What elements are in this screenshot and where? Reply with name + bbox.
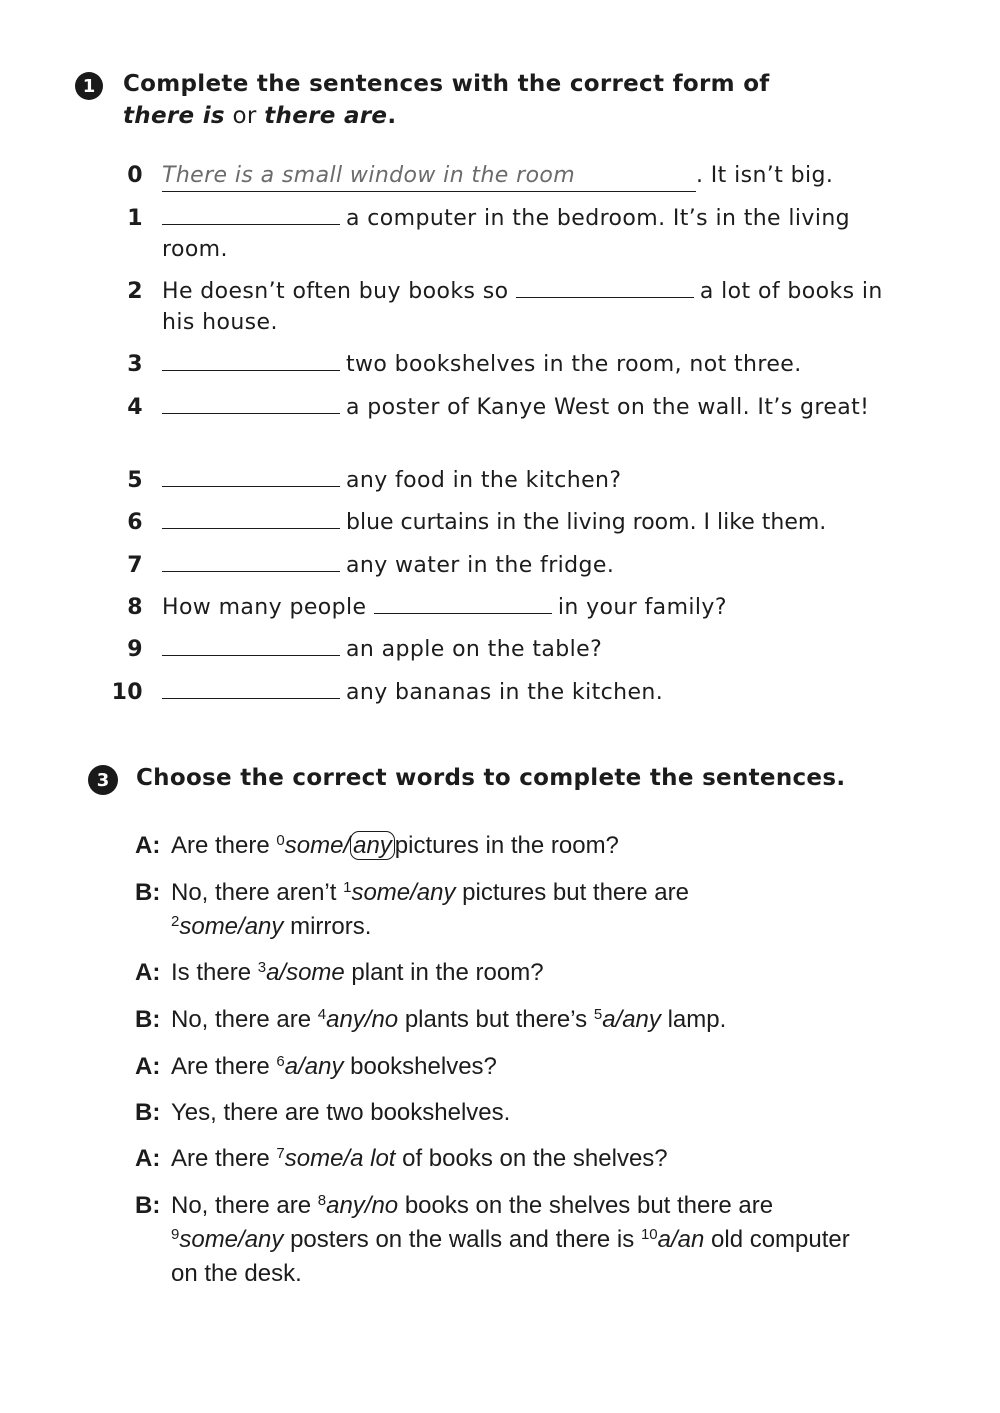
item-number: 0 [127,163,143,188]
gap-number: 3 [257,959,267,976]
item-number: 9 [127,637,143,662]
item-text: an apple on the table? [346,637,603,662]
line-text: No, there are [171,1192,318,1219]
exercise-3-header [88,762,845,795]
answer-blank[interactable] [162,204,340,225]
item-text: any bananas in the kitchen. [346,680,664,705]
circled-answer[interactable]: any [350,831,395,860]
item-text-before: How many people [162,595,374,620]
example-answer: There is a small window in the room [162,160,696,192]
line-text: Are there [171,1145,277,1172]
instruction-there-are: there are [264,103,388,129]
exercise-1-instructions [123,68,770,132]
exercise-1-header [75,68,770,132]
gap-number: 0 [276,832,285,849]
example-rest: . It isn’t big. [696,163,834,188]
exercise-1-number-badge: 1 [75,72,103,100]
list-item [108,465,888,496]
dialogue-line [135,1189,855,1291]
word-choice[interactable]: a/an [657,1226,705,1253]
exercise-3-instructions: Choose the correct words to complete the sentences. [136,765,846,791]
speaker-label: A: [135,1053,161,1080]
line-text: old computer on the desk. [171,1226,850,1287]
gap-number: 7 [276,1145,285,1162]
list-item [108,349,888,380]
word-choice[interactable]: any/no [326,1006,399,1033]
item-number: 6 [127,510,143,535]
word-choice[interactable]: any/no [326,1192,399,1219]
line-text: bookshelves? [343,1053,497,1080]
gap-number: 4 [317,1006,327,1023]
item-text: a lot of books in his house. [162,279,883,335]
item-text: a poster of Kanye West on the wall. It’s great! [346,395,870,420]
line-text: lamp. [660,1006,727,1033]
exercise-3-number-badge: 3 [88,765,118,795]
item-number: 3 [127,352,143,377]
speaker-label: B: [135,879,161,906]
dialogue-line [135,1142,855,1176]
gap-number: 8 [317,1192,327,1209]
dialogue-line [135,829,855,863]
list-item [108,592,888,623]
list-item [108,392,888,423]
item-text: any food in the kitchen? [346,468,622,493]
item-text: blue curtains in the living room. I like them. [346,510,827,535]
line-text: posters on the walls and there is [283,1226,641,1253]
word-choice[interactable]: some/any [351,879,456,906]
speaker-label: B: [135,1099,161,1126]
gap-number: 2 [171,913,180,930]
answer-blank[interactable] [162,551,340,572]
answer-blank[interactable] [516,277,694,298]
instruction-there-is: there is [123,103,225,129]
gap-number: 9 [171,1226,180,1243]
line-text: books on the shelves but there are [398,1192,780,1219]
word-choice[interactable]: a/some [266,959,345,986]
speaker-label: B: [135,1192,161,1219]
gap-number: 10 [640,1226,658,1243]
list-item [108,203,888,265]
word-choice[interactable]: some/any [179,1226,284,1253]
item-number: 2 [127,279,143,304]
word-choice[interactable]: a/any [602,1006,661,1033]
gap-number: 5 [593,1006,603,1023]
line-text: pictures in the room? [394,832,619,859]
item-text: a computer in the bedroom. It’s in the living room. [162,206,851,262]
gap-number: 1 [343,879,352,896]
answer-blank[interactable] [162,466,340,487]
instruction-text: Complete the sentences with the correct form of [123,71,770,97]
list-item [108,677,888,708]
item-text-before: He doesn’t often buy books so [162,279,516,304]
line-text: plants but there’s [398,1006,594,1033]
answer-blank[interactable] [162,635,340,656]
line-text: of books on the shelves? [395,1145,668,1172]
item-number: 8 [127,595,143,620]
instruction-period: . [387,103,397,129]
answer-blank[interactable] [162,508,340,529]
item-text: in your family? [557,595,727,620]
line-text: Are there [171,832,277,859]
example-item [108,160,888,192]
line-text: No, there are [171,1006,318,1033]
line-text: Yes, there are two bookshelves. [171,1099,511,1126]
list-item [108,507,888,538]
answer-blank[interactable] [374,593,552,614]
word-choice[interactable]: some/a lot [284,1145,396,1172]
item-text: any water in the fridge. [346,553,615,578]
gap-number: 6 [276,1053,285,1070]
answer-blank[interactable] [162,393,340,414]
list-item [108,276,888,338]
answer-blank[interactable] [162,678,340,699]
speaker-label: A: [135,959,161,986]
item-number: 7 [127,553,143,578]
dialogue-line [135,1003,855,1037]
item-number: 4 [127,395,143,420]
line-text: plant in the room? [344,959,544,986]
speaker-label: B: [135,1006,161,1033]
line-text: mirrors. [283,913,372,940]
instruction-or: or [224,103,265,129]
item-number: 10 [111,680,143,705]
item-number: 5 [127,468,143,493]
line-text: pictures but there are [455,879,689,906]
list-item [108,550,888,581]
word-choice[interactable]: some/any [179,913,284,940]
dialogue-line [135,1096,855,1130]
item-number: 1 [127,206,143,231]
list-item [108,634,888,665]
dialogue-line [135,956,855,990]
answer-blank[interactable] [162,350,340,371]
item-text: two bookshelves in the room, not three. [346,352,802,377]
line-text: Is there [171,959,258,986]
speaker-label: A: [135,832,161,859]
dialogue-line [135,876,855,944]
word-choice[interactable]: a/any [284,1053,344,1080]
line-text: Are there [171,1053,277,1080]
line-text: No, there aren’t [171,879,344,906]
speaker-label: A: [135,1145,161,1172]
dialogue-line [135,1050,855,1084]
word-choice[interactable]: some/ [284,832,351,859]
